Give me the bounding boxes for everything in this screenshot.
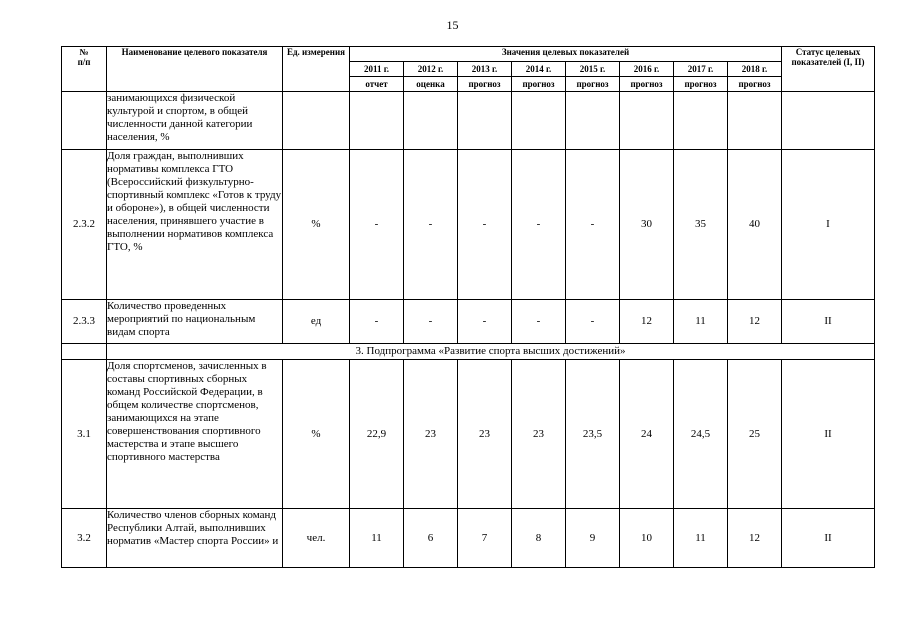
row-value: -	[458, 150, 512, 300]
row-value: 23	[404, 360, 458, 509]
header-year: 2018 г.	[728, 62, 782, 77]
row-name: Доля граждан, выполнивших нормативы комплекса ГТО (Всероссийский физкультурно-спортивный комплекс «Готов к труду и обороне»), в общей численности населения, принявшего участие в выполнении нормативов комплекса ГТО, %	[107, 150, 283, 300]
table-row	[62, 360, 875, 509]
row-value: 30	[620, 150, 674, 300]
row-value: 12	[728, 300, 782, 344]
header-kind: прогноз	[512, 77, 566, 92]
row-name: занимающихся физической культурой и спортом, в общей численности данной категории населения, %	[107, 92, 283, 150]
row-value: 11	[350, 509, 404, 568]
row-unit	[283, 92, 350, 150]
header-kind: оценка	[404, 77, 458, 92]
row-num: 2.3.2	[62, 150, 107, 300]
row-value	[566, 92, 620, 150]
header-values-group: Значения целевых показателей	[350, 47, 782, 62]
header-kind: прогноз	[566, 77, 620, 92]
row-value: -	[404, 300, 458, 344]
row-value: 10	[620, 509, 674, 568]
row-num: 3.1	[62, 360, 107, 509]
row-value: 25	[728, 360, 782, 509]
row-num: 3.2	[62, 509, 107, 568]
row-value: -	[458, 300, 512, 344]
row-value: 7	[458, 509, 512, 568]
row-value: -	[566, 300, 620, 344]
row-name: Количество проведенных мероприятий по национальным видам спорта	[107, 300, 283, 344]
header-year: 2011 г.	[350, 62, 404, 77]
header-year: 2012 г.	[404, 62, 458, 77]
row-num	[62, 92, 107, 150]
row-value	[458, 92, 512, 150]
header-kind: отчет	[350, 77, 404, 92]
row-value	[728, 92, 782, 150]
row-value: -	[404, 150, 458, 300]
row-status: II	[782, 509, 875, 568]
header-year: 2013 г.	[458, 62, 512, 77]
header-year: 2015 г.	[566, 62, 620, 77]
header-name: Наименование целевого показателя	[107, 47, 283, 92]
row-unit: %	[283, 150, 350, 300]
row-value: -	[350, 150, 404, 300]
row-value	[350, 92, 404, 150]
row-value: -	[350, 300, 404, 344]
row-value: 12	[728, 509, 782, 568]
row-value: 8	[512, 509, 566, 568]
row-value	[404, 92, 458, 150]
row-value: 11	[674, 300, 728, 344]
row-value: 22,9	[350, 360, 404, 509]
table-row	[62, 150, 875, 300]
row-value: 23,5	[566, 360, 620, 509]
table-row	[62, 509, 875, 568]
row-name: Количество членов сборных команд Республики Алтай, выполнивших норматив «Мастер спорта России» и	[107, 509, 283, 568]
row-value: -	[512, 150, 566, 300]
row-value: 24,5	[674, 360, 728, 509]
header-unit: Ед. измерения	[283, 47, 350, 92]
section-row	[62, 344, 875, 360]
row-unit: чел.	[283, 509, 350, 568]
row-value	[620, 92, 674, 150]
table-row	[62, 300, 875, 344]
row-num: 2.3.3	[62, 300, 107, 344]
header-kind: прогноз	[674, 77, 728, 92]
header-year: 2016 г.	[620, 62, 674, 77]
row-value: -	[512, 300, 566, 344]
row-value: 23	[458, 360, 512, 509]
header-status: Статус целевых показателей (I, II)	[782, 47, 875, 92]
row-value: 23	[512, 360, 566, 509]
header-kind: прогноз	[728, 77, 782, 92]
row-value: 24	[620, 360, 674, 509]
header-year: 2014 г.	[512, 62, 566, 77]
row-value: 40	[728, 150, 782, 300]
row-status: I	[782, 150, 875, 300]
row-status: II	[782, 360, 875, 509]
row-value: 12	[620, 300, 674, 344]
header-year: 2017 г.	[674, 62, 728, 77]
row-value: 6	[404, 509, 458, 568]
row-value: -	[566, 150, 620, 300]
row-status: II	[782, 300, 875, 344]
row-value: 35	[674, 150, 728, 300]
header-kind: прогноз	[458, 77, 512, 92]
section-num-empty	[62, 344, 107, 360]
row-value: 11	[674, 509, 728, 568]
row-value	[512, 92, 566, 150]
header-num: № п/п	[62, 47, 107, 92]
row-value	[674, 92, 728, 150]
row-status	[782, 92, 875, 150]
row-unit: ед	[283, 300, 350, 344]
target-indicators-table	[61, 46, 875, 568]
section-title: 3. Подпрограмма «Развитие спорта высших достижений»	[107, 344, 875, 360]
row-value: 9	[566, 509, 620, 568]
row-unit: %	[283, 360, 350, 509]
table-row	[62, 92, 875, 150]
header-kind: прогноз	[620, 77, 674, 92]
row-name: Доля спортсменов, зачисленных в составы спортивных сборных команд Российской Федерации, в общем количестве спортсменов, занимающихся на этапе совершенствования спортивного мастерства и этапе высшего спортивного мастерства	[107, 360, 283, 509]
page-number: 15	[446, 18, 459, 32]
